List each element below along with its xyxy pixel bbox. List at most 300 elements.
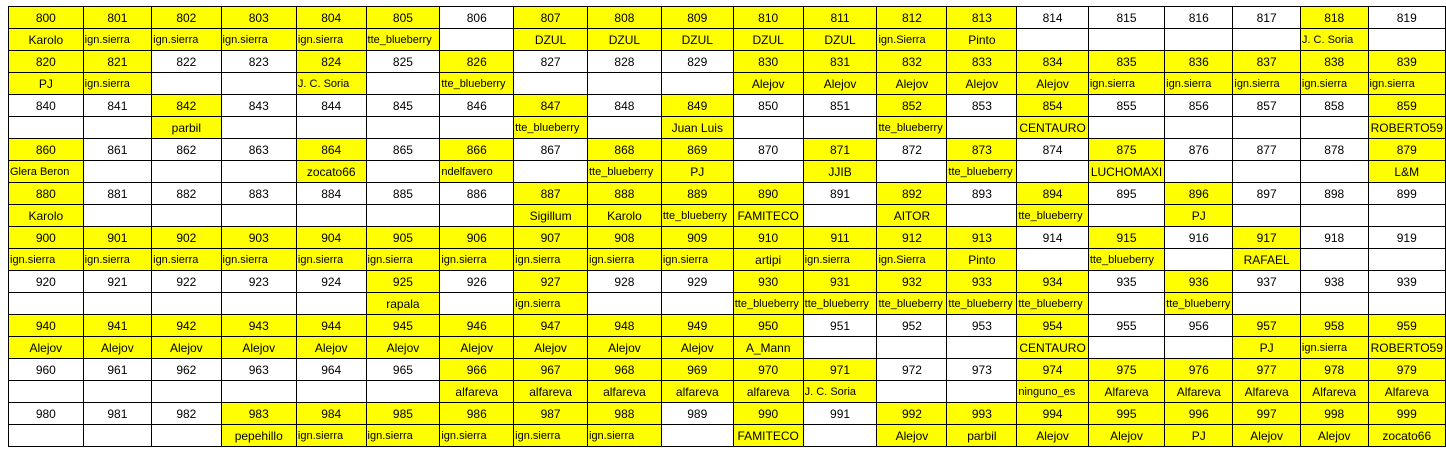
name-cell xyxy=(588,293,662,315)
name-row xyxy=(9,29,1446,51)
number-cell: 801 xyxy=(83,7,151,29)
name-cell xyxy=(83,381,151,403)
number-cell: 915 xyxy=(1088,227,1164,249)
number-cell: 805 xyxy=(366,7,440,29)
name-cell: ign.sierra xyxy=(1300,73,1368,95)
number-cell: 979 xyxy=(1368,359,1445,381)
name-cell xyxy=(296,117,366,139)
number-cell: 946 xyxy=(440,315,514,337)
number-cell: 800 xyxy=(9,7,84,29)
number-cell: 951 xyxy=(803,315,877,337)
name-cell: DZUL xyxy=(661,29,733,51)
number-cell: 848 xyxy=(588,95,662,117)
name-cell xyxy=(733,161,803,183)
number-cell: 809 xyxy=(661,7,733,29)
name-cell xyxy=(588,73,662,95)
number-cell: 944 xyxy=(296,315,366,337)
number-cell: 984 xyxy=(296,403,366,425)
number-cell: 842 xyxy=(152,95,221,117)
name-cell xyxy=(1165,337,1233,359)
name-cell xyxy=(152,425,221,447)
number-cell: 968 xyxy=(588,359,662,381)
number-cell: 838 xyxy=(1300,51,1368,73)
name-cell: Alejov xyxy=(661,337,733,359)
name-cell: PJ xyxy=(1165,205,1233,227)
name-cell: ign.sierra xyxy=(1233,73,1301,95)
number-cell: 947 xyxy=(514,315,588,337)
name-cell: ign.Sierra xyxy=(877,249,947,271)
name-cell: ninguno_es xyxy=(1017,381,1088,403)
name-cell: ign.sierra xyxy=(803,249,877,271)
number-cell: 997 xyxy=(1233,403,1301,425)
name-cell: J. C. Soria xyxy=(296,73,366,95)
number-cell: 999 xyxy=(1368,403,1445,425)
name-cell: ign.sierra xyxy=(152,249,221,271)
number-cell: 943 xyxy=(221,315,296,337)
name-cell: tte_blueberry xyxy=(661,205,733,227)
name-cell: ign.sierra xyxy=(221,249,296,271)
name-cell: rapala xyxy=(366,293,440,315)
name-cell: Glera Beron xyxy=(9,161,84,183)
name-row xyxy=(9,337,1446,359)
name-cell xyxy=(514,161,588,183)
name-cell xyxy=(221,117,296,139)
name-cell: AITOR xyxy=(877,205,947,227)
number-cell: 815 xyxy=(1088,7,1164,29)
number-cell: 803 xyxy=(221,7,296,29)
name-cell: PJ xyxy=(661,161,733,183)
name-cell: CENTAURO xyxy=(1017,117,1088,139)
name-cell: ign.sierra xyxy=(440,249,514,271)
name-cell xyxy=(221,205,296,227)
name-cell: zocato66 xyxy=(296,161,366,183)
name-cell: tte_blueberry xyxy=(1017,205,1088,227)
name-cell xyxy=(1088,205,1164,227)
name-cell: Alfareva xyxy=(1368,381,1445,403)
number-cell: 974 xyxy=(1017,359,1088,381)
number-cell: 829 xyxy=(661,51,733,73)
name-cell xyxy=(877,381,947,403)
name-cell xyxy=(9,117,84,139)
number-cell: 858 xyxy=(1300,95,1368,117)
number-cell: 869 xyxy=(661,139,733,161)
name-cell: Pinto xyxy=(947,249,1017,271)
number-cell: 942 xyxy=(152,315,221,337)
name-cell: ign.sierra xyxy=(296,249,366,271)
name-cell xyxy=(1300,117,1368,139)
name-row xyxy=(9,205,1446,227)
number-cell: 839 xyxy=(1368,51,1445,73)
number-cell: 894 xyxy=(1017,183,1088,205)
name-cell: ign.sierra xyxy=(514,293,588,315)
name-cell: Alejov xyxy=(877,73,947,95)
name-cell: parbil xyxy=(947,425,1017,447)
name-cell: J. C. Soria xyxy=(803,381,877,403)
name-cell xyxy=(152,293,221,315)
number-cell: 995 xyxy=(1088,403,1164,425)
name-cell: ign.sierra xyxy=(221,29,296,51)
name-cell: ROBERTO59 xyxy=(1368,117,1445,139)
number-cell: 953 xyxy=(947,315,1017,337)
name-cell: Alejov xyxy=(221,337,296,359)
number-cell: 933 xyxy=(947,271,1017,293)
number-cell: 859 xyxy=(1368,95,1445,117)
name-cell: L&M xyxy=(1368,161,1445,183)
name-cell xyxy=(877,337,947,359)
number-cell: 973 xyxy=(947,359,1017,381)
number-cell: 985 xyxy=(366,403,440,425)
name-cell xyxy=(366,73,440,95)
name-cell xyxy=(1017,161,1088,183)
number-cell: 851 xyxy=(803,95,877,117)
number-cell: 934 xyxy=(1017,271,1088,293)
name-cell xyxy=(1088,337,1164,359)
number-cell: 901 xyxy=(83,227,151,249)
name-row xyxy=(9,117,1446,139)
name-cell: Alfareva xyxy=(1165,381,1233,403)
number-cell: 817 xyxy=(1233,7,1301,29)
number-cell: 866 xyxy=(440,139,514,161)
name-cell xyxy=(947,381,1017,403)
name-cell xyxy=(1233,293,1301,315)
number-cell: 841 xyxy=(83,95,151,117)
number-cell: 966 xyxy=(440,359,514,381)
name-cell xyxy=(1233,117,1301,139)
number-cell: 996 xyxy=(1165,403,1233,425)
number-cell: 806 xyxy=(440,7,514,29)
number-cell: 910 xyxy=(733,227,803,249)
name-cell xyxy=(440,29,514,51)
name-cell xyxy=(1368,293,1445,315)
name-cell: tte_blueberry xyxy=(947,161,1017,183)
number-cell: 991 xyxy=(803,403,877,425)
number-cell: 918 xyxy=(1300,227,1368,249)
number-row xyxy=(9,403,1446,425)
number-cell: 864 xyxy=(296,139,366,161)
number-cell: 877 xyxy=(1233,139,1301,161)
name-cell: ign.sierra xyxy=(296,29,366,51)
number-cell: 879 xyxy=(1368,139,1445,161)
number-cell: 983 xyxy=(221,403,296,425)
number-cell: 885 xyxy=(366,183,440,205)
number-cell: 861 xyxy=(83,139,151,161)
name-cell: ign.Sierra xyxy=(877,29,947,51)
name-cell: ign.sierra xyxy=(1088,73,1164,95)
name-cell xyxy=(221,73,296,95)
name-cell xyxy=(9,425,84,447)
number-cell: 917 xyxy=(1233,227,1301,249)
number-cell: 828 xyxy=(588,51,662,73)
name-cell: Alejov xyxy=(9,337,84,359)
number-cell: 931 xyxy=(803,271,877,293)
name-cell xyxy=(9,381,84,403)
name-row xyxy=(9,249,1446,271)
name-cell xyxy=(1368,249,1445,271)
name-cell: Alejov xyxy=(366,337,440,359)
number-cell: 807 xyxy=(514,7,588,29)
number-cell: 921 xyxy=(83,271,151,293)
number-cell: 849 xyxy=(661,95,733,117)
name-cell: ign.sierra xyxy=(514,249,588,271)
name-cell: ign.sierra xyxy=(366,425,440,447)
number-cell: 833 xyxy=(947,51,1017,73)
number-cell: 868 xyxy=(588,139,662,161)
name-cell xyxy=(83,293,151,315)
name-cell: Alejov xyxy=(877,425,947,447)
number-row xyxy=(9,227,1446,249)
number-cell: 814 xyxy=(1017,7,1088,29)
number-cell: 882 xyxy=(152,183,221,205)
number-cell: 911 xyxy=(803,227,877,249)
name-cell: Karolo xyxy=(9,29,84,51)
name-cell xyxy=(1300,293,1368,315)
name-cell xyxy=(83,425,151,447)
number-row xyxy=(9,7,1446,29)
name-cell xyxy=(83,117,151,139)
number-cell: 895 xyxy=(1088,183,1164,205)
number-cell: 912 xyxy=(877,227,947,249)
number-cell: 982 xyxy=(152,403,221,425)
name-cell: ign.sierra xyxy=(296,425,366,447)
name-cell: Alfareva xyxy=(1233,381,1301,403)
name-cell: tte_blueberry xyxy=(1088,249,1164,271)
name-cell xyxy=(1088,29,1164,51)
name-cell: alfareva xyxy=(661,381,733,403)
number-cell: 903 xyxy=(221,227,296,249)
number-cell: 993 xyxy=(947,403,1017,425)
name-cell: tte_blueberry xyxy=(1017,293,1088,315)
number-cell: 948 xyxy=(588,315,662,337)
number-cell: 826 xyxy=(440,51,514,73)
number-cell: 887 xyxy=(514,183,588,205)
number-cell: 916 xyxy=(1165,227,1233,249)
number-cell: 950 xyxy=(733,315,803,337)
number-cell: 847 xyxy=(514,95,588,117)
number-cell: 936 xyxy=(1165,271,1233,293)
name-cell xyxy=(1088,117,1164,139)
name-cell: Alejov xyxy=(152,337,221,359)
number-cell: 853 xyxy=(947,95,1017,117)
number-cell: 930 xyxy=(733,271,803,293)
name-cell xyxy=(440,293,514,315)
number-cell: 867 xyxy=(514,139,588,161)
name-cell: Alejov xyxy=(1300,425,1368,447)
name-cell: tte_blueberry xyxy=(733,293,803,315)
number-cell: 825 xyxy=(366,51,440,73)
number-cell: 872 xyxy=(877,139,947,161)
name-cell: Alejov xyxy=(1017,425,1088,447)
number-cell: 874 xyxy=(1017,139,1088,161)
name-cell: FAMITECO xyxy=(733,205,803,227)
number-cell: 834 xyxy=(1017,51,1088,73)
name-cell: Sigillum xyxy=(514,205,588,227)
number-cell: 900 xyxy=(9,227,84,249)
name-cell xyxy=(440,205,514,227)
number-cell: 955 xyxy=(1088,315,1164,337)
name-cell: Alejov xyxy=(514,337,588,359)
name-cell: PJ xyxy=(9,73,84,95)
number-cell: 945 xyxy=(366,315,440,337)
number-cell: 850 xyxy=(733,95,803,117)
number-cell: 967 xyxy=(514,359,588,381)
grid-body xyxy=(9,7,1446,447)
name-cell xyxy=(152,205,221,227)
number-cell: 897 xyxy=(1233,183,1301,205)
number-row xyxy=(9,359,1446,381)
number-cell: 965 xyxy=(366,359,440,381)
name-cell: alfareva xyxy=(588,381,662,403)
number-cell: 972 xyxy=(877,359,947,381)
name-cell: ign.sierra xyxy=(83,73,151,95)
number-cell: 890 xyxy=(733,183,803,205)
name-cell: ign.sierra xyxy=(588,249,662,271)
number-cell: 958 xyxy=(1300,315,1368,337)
number-cell: 935 xyxy=(1088,271,1164,293)
name-cell xyxy=(296,293,366,315)
name-cell xyxy=(1017,249,1088,271)
name-cell xyxy=(588,117,662,139)
name-cell: DZUL xyxy=(514,29,588,51)
name-cell: ROBERTO59 xyxy=(1368,337,1445,359)
name-cell: tte_blueberry xyxy=(947,293,1017,315)
name-cell xyxy=(1088,293,1164,315)
number-cell: 926 xyxy=(440,271,514,293)
name-cell: DZUL xyxy=(733,29,803,51)
number-cell: 873 xyxy=(947,139,1017,161)
name-cell: tte_blueberry xyxy=(440,73,514,95)
name-cell: Karolo xyxy=(588,205,662,227)
number-cell: 855 xyxy=(1088,95,1164,117)
name-cell: ign.sierra xyxy=(661,249,733,271)
number-cell: 981 xyxy=(83,403,151,425)
number-cell: 816 xyxy=(1165,7,1233,29)
number-cell: 888 xyxy=(588,183,662,205)
number-row xyxy=(9,271,1446,293)
name-row xyxy=(9,381,1446,403)
name-cell: A_Mann xyxy=(733,337,803,359)
number-cell: 835 xyxy=(1088,51,1164,73)
name-cell: zocato66 xyxy=(1368,425,1445,447)
name-cell: ign.sierra xyxy=(83,29,151,51)
number-cell: 831 xyxy=(803,51,877,73)
number-cell: 913 xyxy=(947,227,1017,249)
number-cell: 998 xyxy=(1300,403,1368,425)
number-cell: 827 xyxy=(514,51,588,73)
number-cell: 819 xyxy=(1368,7,1445,29)
name-cell xyxy=(947,337,1017,359)
name-cell xyxy=(661,425,733,447)
number-cell: 909 xyxy=(661,227,733,249)
number-cell: 856 xyxy=(1165,95,1233,117)
name-cell: PJ xyxy=(1233,337,1301,359)
name-cell: ign.sierra xyxy=(1165,73,1233,95)
name-cell: J. C. Soria xyxy=(1300,29,1368,51)
number-cell: 812 xyxy=(877,7,947,29)
number-cell: 810 xyxy=(733,7,803,29)
number-cell: 987 xyxy=(514,403,588,425)
name-cell: Pinto xyxy=(947,29,1017,51)
name-cell: ign.sierra xyxy=(366,249,440,271)
number-cell: 813 xyxy=(947,7,1017,29)
name-cell: alfareva xyxy=(514,381,588,403)
number-cell: 956 xyxy=(1165,315,1233,337)
name-cell: CENTAURO xyxy=(1017,337,1088,359)
number-cell: 878 xyxy=(1300,139,1368,161)
name-cell: Alejov xyxy=(947,73,1017,95)
name-cell: Alejov xyxy=(1017,73,1088,95)
number-cell: 889 xyxy=(661,183,733,205)
number-cell: 846 xyxy=(440,95,514,117)
name-cell: Juan Luis xyxy=(661,117,733,139)
number-cell: 954 xyxy=(1017,315,1088,337)
name-cell: tte_blueberry xyxy=(877,117,947,139)
number-cell: 939 xyxy=(1368,271,1445,293)
number-cell: 820 xyxy=(9,51,84,73)
name-row xyxy=(9,425,1446,447)
number-cell: 886 xyxy=(440,183,514,205)
name-cell: Alfareva xyxy=(1300,381,1368,403)
number-cell: 923 xyxy=(221,271,296,293)
name-cell xyxy=(514,73,588,95)
name-cell: ign.sierra xyxy=(152,29,221,51)
name-cell xyxy=(1368,29,1445,51)
name-cell xyxy=(83,205,151,227)
number-cell: 891 xyxy=(803,183,877,205)
name-cell xyxy=(1165,161,1233,183)
number-cell: 952 xyxy=(877,315,947,337)
name-cell xyxy=(1368,205,1445,227)
name-cell: tte_blueberry xyxy=(803,293,877,315)
name-cell: tte_blueberry xyxy=(588,161,662,183)
number-cell: 924 xyxy=(296,271,366,293)
name-cell: parbil xyxy=(152,117,221,139)
number-cell: 811 xyxy=(803,7,877,29)
name-cell xyxy=(1165,249,1233,271)
name-cell xyxy=(803,117,877,139)
number-cell: 893 xyxy=(947,183,1017,205)
name-cell: Alejov xyxy=(733,73,803,95)
name-cell xyxy=(1017,29,1088,51)
name-cell: tte_blueberry xyxy=(514,117,588,139)
number-cell: 922 xyxy=(152,271,221,293)
number-cell: 938 xyxy=(1300,271,1368,293)
name-cell: tte_blueberry xyxy=(366,29,440,51)
name-cell: Alejov xyxy=(1233,425,1301,447)
name-cell: Alejov xyxy=(83,337,151,359)
name-cell xyxy=(733,117,803,139)
number-cell: 854 xyxy=(1017,95,1088,117)
number-cell: 990 xyxy=(733,403,803,425)
name-cell xyxy=(803,425,877,447)
name-cell: ign.sierra xyxy=(588,425,662,447)
number-cell: 919 xyxy=(1368,227,1445,249)
name-cell: alfareva xyxy=(733,381,803,403)
number-cell: 808 xyxy=(588,7,662,29)
name-cell: FAMITECO xyxy=(733,425,803,447)
number-cell: 821 xyxy=(83,51,151,73)
number-cell: 920 xyxy=(9,271,84,293)
name-cell: Alejov xyxy=(803,73,877,95)
name-cell: DZUL xyxy=(588,29,662,51)
number-cell: 870 xyxy=(733,139,803,161)
name-cell xyxy=(661,73,733,95)
number-cell: 969 xyxy=(661,359,733,381)
name-cell xyxy=(1233,161,1301,183)
name-cell xyxy=(366,205,440,227)
name-cell: pepehillo xyxy=(221,425,296,447)
number-cell: 824 xyxy=(296,51,366,73)
number-cell: 899 xyxy=(1368,183,1445,205)
